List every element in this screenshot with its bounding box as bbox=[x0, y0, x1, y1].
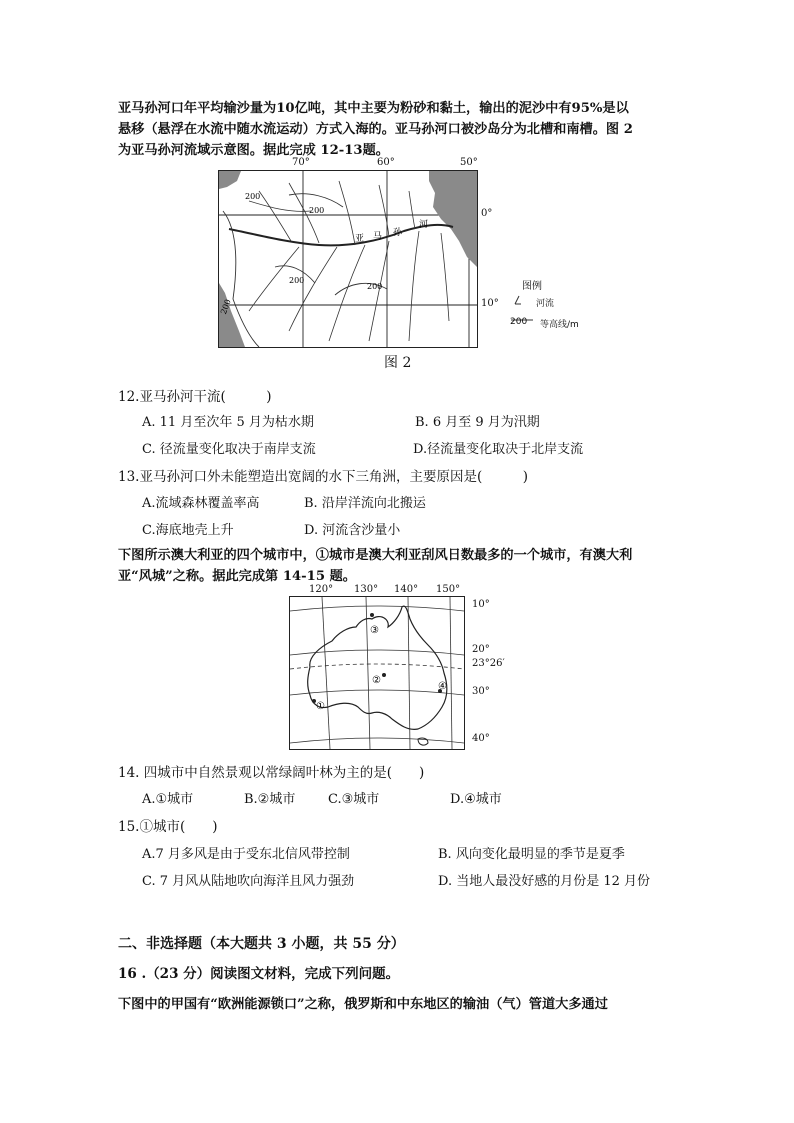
q14-option-a[interactable]: A.①城市 bbox=[142, 792, 194, 807]
river-name-char: 马 bbox=[373, 232, 383, 242]
amazon-intro-line2: 悬移（悬浮在水流中随水流运动）方式入海的。亚马孙河口被沙岛分为北槽和南槽。图 2 bbox=[118, 122, 633, 137]
q15-option-b[interactable]: B. 风向变化最明显的季节是夏季 bbox=[438, 847, 625, 862]
map-lon-label bbox=[295, 171, 311, 172]
contour-label: 200 bbox=[245, 192, 261, 201]
amazon-basin-map bbox=[218, 170, 478, 348]
map-lat-label-0: 0° bbox=[481, 208, 493, 219]
contour-label: 200 bbox=[367, 282, 383, 291]
section2-title: 二、非选择题（本大题共 3 小题，共 55 分） bbox=[118, 936, 405, 952]
map-lat-label-10: 10° bbox=[481, 298, 499, 309]
q14-option-d[interactable]: D.④城市 bbox=[450, 792, 502, 807]
q13-option-b[interactable]: B. 沿岸洋流向北搬运 bbox=[304, 496, 426, 511]
q12-option-d[interactable]: D.径流量变化取决于北岸支流 bbox=[413, 442, 584, 457]
q14-option-c[interactable]: C.③城市 bbox=[328, 792, 380, 807]
q15-option-d[interactable]: D. 当地人最没好感的月份是 12 月份 bbox=[438, 874, 651, 889]
city-label: ② bbox=[372, 675, 381, 686]
city-label: ① bbox=[316, 701, 325, 712]
aus-lon-label-130: 130° bbox=[354, 584, 379, 595]
map-lon-label-60: 60° bbox=[377, 157, 395, 168]
q14-stem: 14. 四城市中自然景观以常绿阔叶林为主的是( ) bbox=[118, 765, 425, 781]
q15-option-c[interactable]: C. 7 月风从陆地吹向海洋且风力强劲 bbox=[142, 874, 355, 889]
amazon-map-svg bbox=[219, 171, 477, 347]
aus-lat-label-10: 10° bbox=[472, 599, 490, 610]
amazon-intro-line1: 亚马孙河口年平均输沙量为10亿吨，其中主要为粉砂和黏土，输出的泥沙中有95%是以 bbox=[118, 101, 629, 116]
q15-stem: 15.①城市( ) bbox=[118, 819, 218, 835]
river-name-char: 孙 bbox=[393, 228, 403, 238]
river-name-char: 亚 bbox=[355, 234, 365, 244]
contour-label: 200 bbox=[289, 276, 305, 285]
legend-river-label: 河流 bbox=[536, 299, 555, 309]
australia-map-svg bbox=[290, 597, 464, 749]
legend-contour-label: 等高线/m bbox=[540, 320, 579, 330]
q16-intro: 下图中的甲国有“欧洲能源锁口”之称，俄罗斯和中东地区的输油（气）管道大多通过 bbox=[118, 997, 608, 1012]
q13-option-d[interactable]: D. 河流含沙量小 bbox=[304, 523, 401, 538]
river-name-char: 河 bbox=[419, 220, 429, 230]
city-3-marker bbox=[370, 613, 374, 617]
aus-lat-label-40: 40° bbox=[472, 733, 490, 744]
legend-contour-value: 200 bbox=[510, 317, 528, 327]
q15-option-a[interactable]: A.7 月多风是由于受东北信风带控制 bbox=[142, 847, 350, 862]
figure2-caption: 图 2 bbox=[384, 355, 412, 371]
city-label: ③ bbox=[370, 625, 379, 636]
aus-lat-label-30: 30° bbox=[472, 686, 490, 697]
q13-option-c[interactable]: C.海底地壳上升 bbox=[142, 523, 234, 538]
contour-label: 200 bbox=[309, 206, 325, 215]
q12-option-a[interactable]: A. 11 月至次年 5 月为枯水期 bbox=[142, 415, 314, 430]
city-label: ④ bbox=[438, 681, 447, 692]
q12-option-b[interactable]: B. 6 月至 9 月为汛期 bbox=[415, 415, 540, 430]
q14-option-b[interactable]: B.②城市 bbox=[244, 792, 296, 807]
legend-river-symbol bbox=[515, 296, 521, 304]
q12-option-c[interactable]: C. 径流量变化取决于南岸支流 bbox=[142, 442, 316, 457]
q12-stem: 12.亚马孙河干流( ) bbox=[118, 389, 272, 405]
aus-lon-label-120: 120° bbox=[309, 584, 334, 595]
q13-option-a[interactable]: A.流域森林覆盖率高 bbox=[142, 496, 260, 511]
amazon-intro-line3: 为亚马孙河流域示意图。据此完成 12-13题。 bbox=[118, 143, 389, 158]
australia-map bbox=[289, 596, 465, 750]
contour-label: 200 bbox=[219, 298, 233, 316]
city-2-marker bbox=[382, 673, 386, 677]
q16-stem: 16 .（23 分）阅读图文材料，完成下列问题。 bbox=[118, 966, 400, 982]
map-lon-label-50: 50° bbox=[460, 157, 478, 168]
aus-lon-label-140: 140° bbox=[394, 584, 419, 595]
australia-intro-line1: 下图所示澳大利亚的四个城市中，①城市是澳大利亚刮风日数最多的一个城市，有澳大利 bbox=[118, 548, 633, 563]
legend-title: 图例 bbox=[522, 281, 542, 292]
australia-intro-line2: 亚“风城”之称。据此完成第 14-15 题。 bbox=[118, 569, 356, 584]
q13-stem: 13.亚马孙河口外未能塑造出宽阔的水下三角洲，主要原因是( ) bbox=[118, 469, 529, 485]
aus-lat-label-tropic: 23°26′ bbox=[472, 658, 505, 669]
aus-lat-label-20: 20° bbox=[472, 644, 490, 655]
aus-lon-label-150: 150° bbox=[436, 584, 461, 595]
map-lon-label-70: 70° bbox=[292, 157, 310, 168]
